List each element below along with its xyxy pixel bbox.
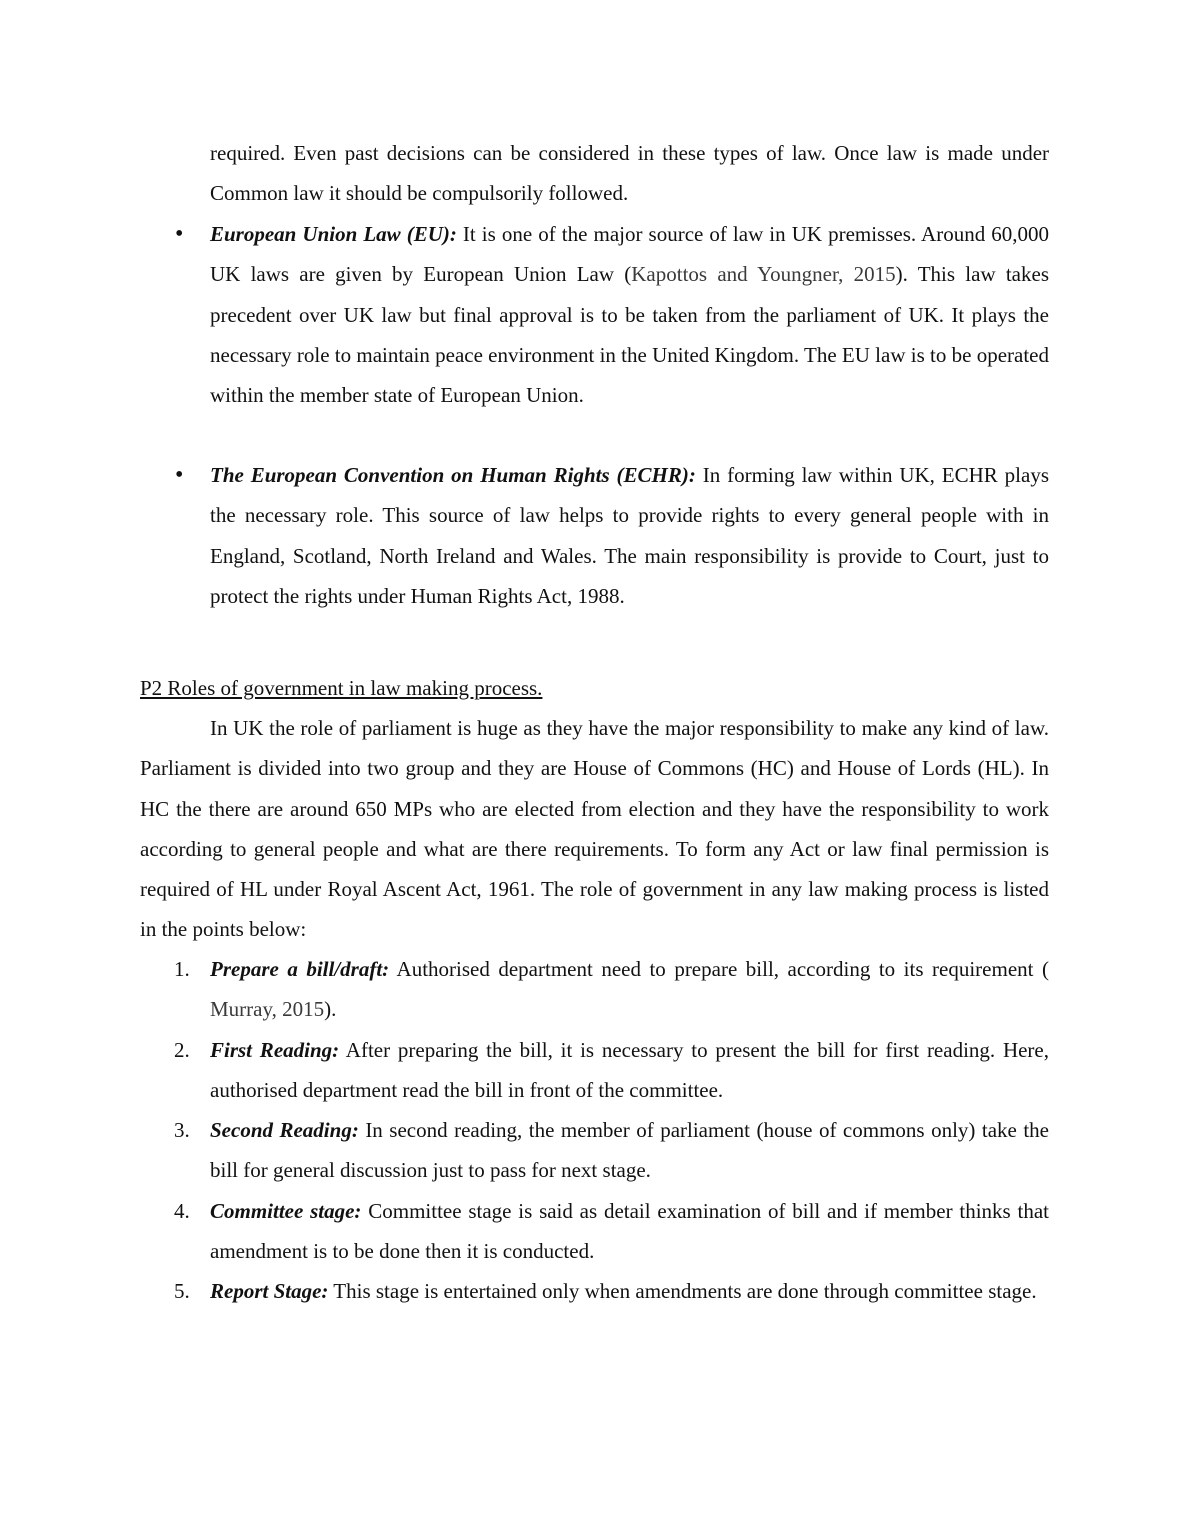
body-paragraph: In UK the role of parliament is huge as they have the major responsibility to make any kind of law. Parliament is divided into two group and they are House of Commons (HC) and House of Lords (HL). In HC the there are around 650 MPs who are elected from election and they have the responsibility to work according to general people and what are there requirements. To form any Act or law final permission is required of HL under Royal Ascent Act, 1961. The role of government in any law making process is listed in the points below: (140, 716, 1049, 942)
bullet-text: In forming law within UK, ECHR plays the necessary role. This source of law helps to provide rights to every general people with in England, Scotland, North Ireland and Wales. The main responsibility is provide to Court, just to protect the rights under Human Rights Act, 1988. (210, 463, 1049, 608)
step-term: Report Stage: (210, 1279, 329, 1303)
step-text: In second reading, the member of parliament (house of commons only) take the bill for general discussion just to pass for next stage. (210, 1118, 1049, 1183)
list-number: 1. (174, 957, 190, 981)
step-text: Committee stage is said as detail examination of bill and if member thinks that amendment is to be done then it is conducted. (210, 1199, 1049, 1264)
bullet-text-pre: It is one of the major source of law in UK premisses. Around 60,000 UK laws are given by European Union Law ( (210, 222, 1050, 287)
list-item-step-4 (140, 1191, 1049, 1272)
continuation-line-1: required. Even past decisions can be considered in these types of law. Once law is made (210, 141, 993, 165)
bullet-icon (175, 455, 205, 495)
bullet-text-post: ). This law takes precedent over UK law but final approval is to be taken from the parliament of UK. It plays the necessary role to maintain peace environment in the United Kingdom. The EU law is to be operated within the member state of European Union. (210, 262, 1049, 408)
step-text: After preparing the bill, it is necessary to present the bill for first reading. Here, authorised department read the bill in front of the committee. (210, 1038, 1049, 1103)
continuation-text (140, 133, 1049, 214)
step-term: Prepare a bill/draft: (210, 957, 390, 981)
bullet-item-echr (140, 455, 1049, 616)
continuation-line-2: under Common law it should be compulsorily followed. (210, 141, 1050, 206)
step-text: This stage is entertained only when amendments are done through committee stage. (328, 1279, 1037, 1303)
section-heading: P2 Roles of government in law making process. (140, 676, 543, 700)
step-text-post: ). (324, 997, 337, 1022)
step-term: Committee stage: (210, 1199, 362, 1223)
list-item-step-2 (140, 1030, 1049, 1111)
step-term: Second Reading: (210, 1118, 359, 1142)
list-number: 2. (174, 1038, 190, 1062)
list-number: 4. (174, 1199, 190, 1223)
citation: Kapottos and Youngner, 2015 (631, 262, 896, 287)
step-text-pre: Authorised department need to prepare bill, according to its requirement ( (389, 957, 1049, 981)
bullet-term: European Union Law (EU): (210, 222, 457, 246)
step-term: First Reading: (210, 1038, 340, 1062)
section-heading-container (140, 668, 1049, 708)
list-item-step-3 (140, 1110, 1049, 1191)
citation: Murray, 2015 (210, 997, 325, 1022)
list-item-step-1 (140, 949, 1049, 1030)
bullet-term: The European Convention on Human Rights (ECHR): (210, 463, 696, 487)
list-number: 3. (174, 1118, 190, 1142)
list-item-step-5 (140, 1271, 1049, 1311)
bullet-item-eu-law (140, 214, 1049, 415)
list-number: 5. (174, 1279, 190, 1303)
bullet-icon (175, 214, 205, 254)
